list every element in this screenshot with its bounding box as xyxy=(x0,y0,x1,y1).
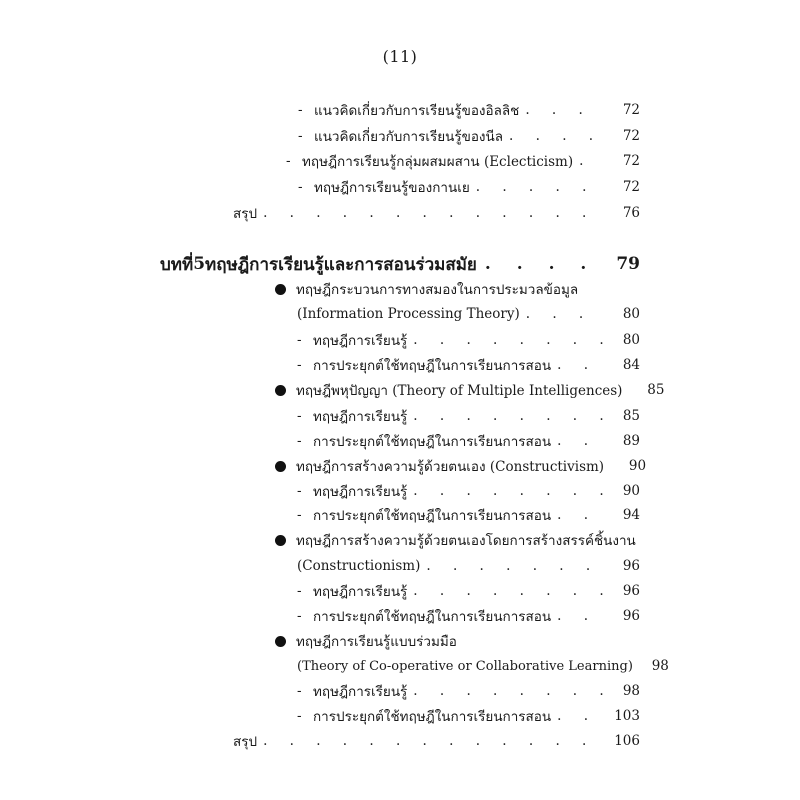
entry-text: การประยุกต์ใช้ทฤษฎีในการเรียนการสอน xyxy=(313,609,552,625)
chapter-page: 79 xyxy=(616,254,640,274)
dot-leader xyxy=(509,128,604,144)
dash-marker: - xyxy=(286,153,291,169)
entry-page: 89 xyxy=(622,433,640,449)
dot-leader xyxy=(557,507,604,523)
summary-entry xyxy=(233,201,640,225)
bullet-icon xyxy=(275,636,286,647)
dot-leader xyxy=(557,357,604,373)
entry-text: การประยุกต์ใช้ทฤษฎีในการเรียนการสอน xyxy=(313,358,552,374)
dot-leader xyxy=(476,179,604,195)
chapter-number: 5 xyxy=(193,254,206,274)
entry-page: 96 xyxy=(622,608,640,624)
dash-marker: - xyxy=(297,408,302,424)
section-title-text: ทฤษฎีการเรียนรู้แบบร่วมมือ xyxy=(296,634,457,650)
entry-page: 106 xyxy=(614,733,640,749)
entry-page: 84 xyxy=(622,357,640,373)
entry-page: 96 xyxy=(622,583,640,599)
entry-text: สรุป xyxy=(233,206,258,222)
toc-entry xyxy=(286,149,640,173)
dot-leader xyxy=(526,306,604,322)
chapter-label: บทที่ xyxy=(160,254,194,275)
section-title xyxy=(296,454,647,478)
section-title-text: ทฤษฎีพหุปัญญา (Theory of Multiple Intelligences) xyxy=(296,383,623,399)
entry-page: 72 xyxy=(622,179,640,195)
dot-leader xyxy=(557,433,604,449)
entry-page: 85 xyxy=(647,382,665,398)
dot-leader xyxy=(485,254,608,274)
section-title-text: ทฤษฎีการสร้างความรู้ด้วยตนเองโดยการสร้างสรรค์ชิ้นงาน xyxy=(296,533,636,549)
section-title xyxy=(297,528,640,552)
dot-leader xyxy=(413,332,604,348)
entry-page: 98 xyxy=(651,658,669,674)
dash-marker: - xyxy=(297,608,302,624)
entry-page: 90 xyxy=(628,458,647,474)
entry-text: แนวคิดเกี่ยวกับการเรียนรู้ของอิลลิช xyxy=(314,103,520,119)
dash-marker: - xyxy=(298,102,303,118)
section-subtitle xyxy=(297,302,640,326)
section-title xyxy=(297,629,640,653)
bullet-icon xyxy=(275,385,286,396)
chapter-heading xyxy=(160,249,640,279)
dash-marker: - xyxy=(298,128,303,144)
toc-entry xyxy=(297,353,640,377)
page-number: (11) xyxy=(382,47,418,66)
toc-entry xyxy=(297,328,640,352)
dash-marker: - xyxy=(297,332,302,348)
entry-page: 76 xyxy=(622,205,640,221)
section-title xyxy=(296,378,665,402)
toc-entry xyxy=(297,479,640,503)
dash-marker: - xyxy=(297,683,302,699)
entry-page: 98 xyxy=(622,683,640,699)
toc-entry xyxy=(298,124,640,148)
toc-entry xyxy=(297,579,640,603)
dash-marker: - xyxy=(297,507,302,523)
dash-marker: - xyxy=(297,583,302,599)
entry-page: 72 xyxy=(622,153,640,169)
entry-page: 80 xyxy=(622,306,640,322)
entry-page: 72 xyxy=(622,128,640,144)
dot-leader xyxy=(413,583,604,599)
section-subtitle-text: (Theory of Co-operative or Collaborative Learning) xyxy=(297,658,633,674)
entry-text: ทฤษฎีการเรียนรู้ xyxy=(313,684,408,700)
section-title-text: ทฤษฎีกระบวนการทางสมองในการประมวลข้อมูล xyxy=(296,282,579,298)
dot-leader xyxy=(263,205,604,221)
toc-entry xyxy=(297,679,640,703)
dot-leader xyxy=(525,102,604,118)
toc-entry xyxy=(297,429,640,453)
dot-leader xyxy=(557,608,604,624)
dash-marker: - xyxy=(297,483,302,499)
entry-text: แนวคิดเกี่ยวกับการเรียนรู้ของนีล xyxy=(314,129,504,145)
section-title xyxy=(297,277,640,301)
summary-entry xyxy=(233,729,640,753)
entry-text: ทฤษฎีการเรียนรู้ของกานเย xyxy=(314,180,470,196)
entry-page: 72 xyxy=(622,102,640,118)
section-title-text: ทฤษฎีการสร้างความรู้ด้วยตนเอง (Constructivism) xyxy=(296,459,605,475)
dash-marker: - xyxy=(297,357,302,373)
entry-page: 85 xyxy=(622,408,640,424)
entry-page: 94 xyxy=(622,507,640,523)
dot-leader xyxy=(263,733,604,749)
entry-text: ทฤษฎีการเรียนรู้ xyxy=(313,409,408,425)
toc-entry xyxy=(297,704,640,728)
entry-text: ทฤษฎีการเรียนรู้กลุ่มผสมผสาน (Eclecticism) xyxy=(302,154,574,170)
entry-page: 80 xyxy=(622,332,640,348)
section-subtitle xyxy=(297,554,640,578)
chapter-title: ทฤษฎีการเรียนรู้และการสอนร่วมสมัย xyxy=(205,254,477,275)
section-subtitle-text: (Information Processing Theory) xyxy=(297,306,520,322)
dot-leader xyxy=(413,483,604,499)
entry-text: ทฤษฎีการเรียนรู้ xyxy=(313,333,408,349)
toc-entry xyxy=(297,503,640,527)
entry-page: 96 xyxy=(622,558,640,574)
dot-leader xyxy=(579,153,604,169)
section-subtitle-text: (Constructionism) xyxy=(297,558,421,574)
toc-entry xyxy=(297,604,640,628)
dot-leader xyxy=(413,683,604,699)
section-subtitle xyxy=(297,654,669,678)
entry-text: การประยุกต์ใช้ทฤษฎีในการเรียนการสอน xyxy=(313,508,552,524)
entry-text: ทฤษฎีการเรียนรู้ xyxy=(313,484,408,500)
entry-page: 90 xyxy=(622,483,640,499)
dash-marker: - xyxy=(297,433,302,449)
dash-marker: - xyxy=(297,708,302,724)
entry-page: 103 xyxy=(614,708,640,724)
entry-text: การประยุกต์ใช้ทฤษฎีในการเรียนการสอน xyxy=(313,434,552,450)
bullet-icon xyxy=(275,535,286,546)
bullet-icon xyxy=(275,284,286,295)
dash-marker: - xyxy=(298,179,303,195)
dot-leader xyxy=(557,708,604,724)
toc-entry xyxy=(298,98,640,122)
entry-text: การประยุกต์ใช้ทฤษฎีในการเรียนการสอน xyxy=(313,709,552,725)
toc-entry xyxy=(298,175,640,199)
bullet-icon xyxy=(275,461,286,472)
dot-leader xyxy=(413,408,604,424)
dot-leader xyxy=(426,558,604,574)
entry-text: ทฤษฎีการเรียนรู้ xyxy=(313,584,408,600)
entry-text: สรุป xyxy=(233,734,258,750)
toc-entry xyxy=(297,404,640,428)
